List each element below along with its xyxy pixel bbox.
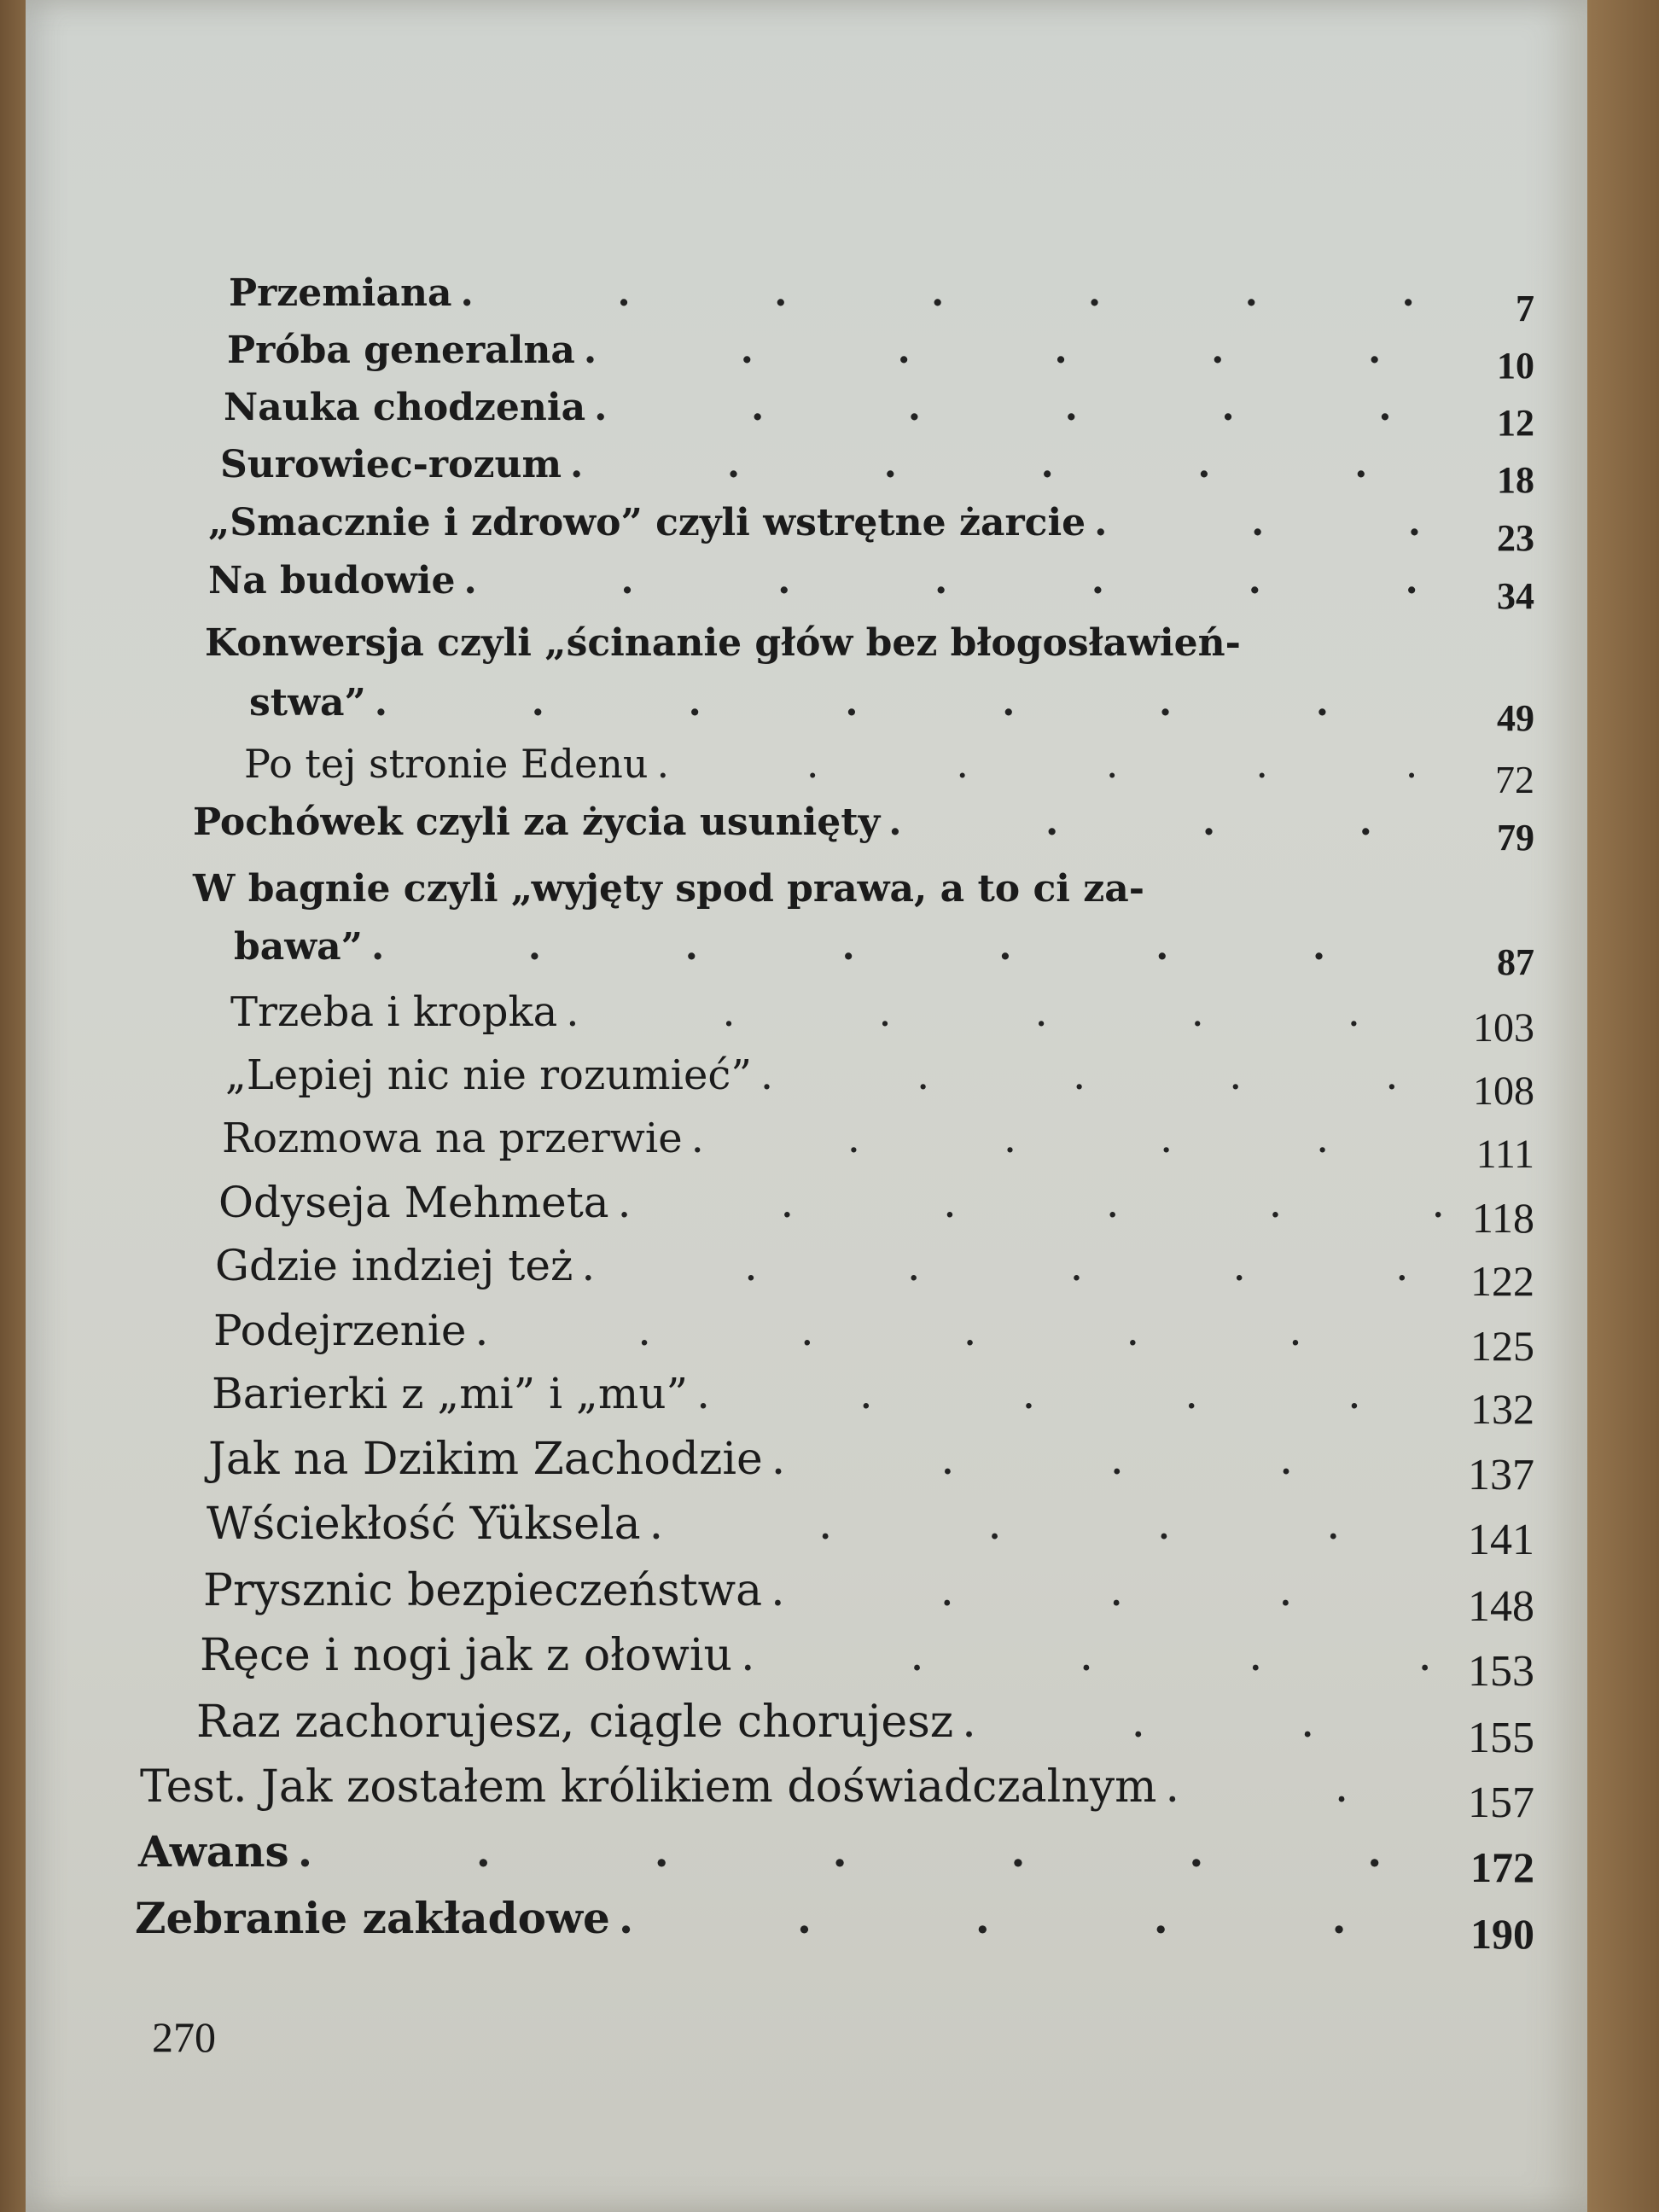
toc-entry-page: 132 — [1470, 1385, 1534, 1433]
dot-leader — [691, 1115, 1449, 1162]
toc-entry-title: Awans — [138, 1826, 289, 1877]
toc-entry-page: 79 — [1497, 817, 1534, 859]
dot-leader — [696, 1369, 1449, 1418]
toc-entry-title: „Smacznie i zdrowo” czyli wstrętne żarcie — [208, 501, 1086, 544]
toc-entry-title: Rozmowa na przerwie — [222, 1115, 683, 1162]
toc-entry-title: Przemiana — [229, 271, 452, 315]
toc-entry-title: Prysznic bezpieczeństwa — [203, 1565, 763, 1616]
page-number: 270 — [152, 2013, 216, 2061]
toc-entry-title: Podejrzenie — [213, 1306, 467, 1355]
dot-leader — [771, 1434, 1449, 1485]
dot-leader — [461, 271, 1449, 315]
toc-entry — [196, 1697, 1534, 1762]
toc-entry-page: 23 — [1497, 517, 1534, 559]
toc-entry-page: 111 — [1476, 1132, 1534, 1177]
dot-leader — [371, 925, 1449, 969]
toc-entry-page: 72 — [1495, 758, 1534, 801]
toc-entry-title: Trzeba i kropka — [230, 988, 558, 1036]
toc-entry-title: Po tej stronie Edenu — [244, 741, 649, 787]
toc-entry-title: Pochówek czyli za życia usunięty — [193, 800, 881, 844]
toc-entry-title: Test. Jak zostałem królikiem doświadczalnym — [140, 1761, 1157, 1813]
dot-leader — [566, 988, 1449, 1036]
dot-leader — [298, 1826, 1449, 1877]
toc-entry — [208, 559, 1534, 617]
toc-entry — [230, 988, 1534, 1051]
toc-entry-page: 10 — [1497, 345, 1534, 387]
toc-entry — [208, 501, 1534, 559]
dot-leader — [594, 386, 1449, 429]
dot-leader — [1094, 501, 1449, 544]
toc-entry — [208, 1434, 1534, 1499]
dot-leader — [375, 681, 1449, 725]
toc-entry-page: 190 — [1470, 1910, 1534, 1958]
toc-entry-page: 153 — [1468, 1647, 1534, 1696]
dot-leader — [741, 1630, 1449, 1681]
toc-entry-title: Ręce i nogi jak z ołowiu — [200, 1630, 732, 1681]
dot-leader — [1165, 1761, 1449, 1813]
toc-entry — [215, 1241, 1534, 1305]
toc-entry-title: W bagnie czyli „wyjęty spod prawa, a to ci za- — [193, 867, 1145, 911]
toc-entry-title: Nauka chodzenia — [224, 386, 586, 429]
toc-entry — [227, 329, 1534, 387]
toc-entry-page: 118 — [1471, 1194, 1534, 1242]
toc-entry-title: Na budowie — [208, 559, 456, 602]
dot-leader — [771, 1565, 1449, 1616]
toc-entry — [135, 1893, 1534, 1958]
toc-entry — [249, 681, 1534, 739]
toc-entry — [138, 1826, 1534, 1891]
toc-entry-page: 18 — [1497, 459, 1534, 501]
toc-entry-title: Wściekłość Yüksela — [207, 1499, 641, 1550]
toc-entry-page: 148 — [1468, 1582, 1534, 1631]
dot-leader — [584, 329, 1449, 372]
toc-entry — [220, 443, 1534, 501]
book-page — [26, 0, 1587, 2212]
dot-leader — [570, 443, 1449, 486]
toc-entry-page: 103 — [1473, 1005, 1534, 1051]
dot-leader — [581, 1241, 1449, 1290]
toc-entry — [225, 1051, 1534, 1114]
toc-entry-page: 49 — [1497, 697, 1534, 739]
toc-entry-title: Próba generalna — [227, 329, 575, 372]
dot-leader — [888, 800, 1449, 844]
toc-entry — [224, 386, 1534, 444]
toc-entry-page: 7 — [1516, 288, 1534, 329]
toc-entry-title: Barierki z „mi” i „mu” — [212, 1369, 689, 1418]
toc-entry-page: 141 — [1468, 1516, 1534, 1564]
dot-leader — [618, 1178, 1449, 1227]
toc-entry — [229, 271, 1534, 329]
toc-entry-page: 125 — [1470, 1322, 1534, 1370]
toc-entry — [207, 1499, 1534, 1564]
toc-entry-title: Jak na Dzikim Zachodzie — [208, 1434, 763, 1485]
toc-entry — [200, 1630, 1534, 1696]
toc-entry-title: Konwersja czyli „ścinanie głów bez błogosławień- — [205, 621, 1241, 665]
toc-entry-page: 12 — [1497, 402, 1534, 444]
toc-entry-page: 137 — [1468, 1451, 1534, 1499]
dot-leader — [464, 559, 1449, 602]
toc-entry-page: 155 — [1468, 1714, 1534, 1762]
dot-leader — [656, 741, 1449, 787]
toc-entry — [212, 1369, 1534, 1433]
toc-entry-page: 34 — [1497, 575, 1534, 617]
toc-entry-page: 87 — [1497, 941, 1534, 983]
toc-entry-title: „Lepiej nic nie rozumieć” — [225, 1051, 752, 1099]
toc-entry-page: 172 — [1470, 1843, 1534, 1891]
dot-leader — [649, 1499, 1449, 1550]
toc-entry — [234, 925, 1534, 983]
toc-entry-title: Gdzie indziej też — [215, 1241, 573, 1290]
toc-entry — [218, 1178, 1534, 1242]
table-of-contents — [26, 0, 1587, 2212]
toc-entry — [222, 1115, 1534, 1177]
toc-entry-title: Raz zachorujesz, ciągle chorujesz — [196, 1697, 954, 1748]
dot-leader — [619, 1893, 1449, 1943]
toc-entry — [213, 1306, 1534, 1370]
toc-entry-title: Zebranie zakładowe — [135, 1893, 610, 1943]
toc-entry-page: 157 — [1468, 1778, 1534, 1827]
toc-entry — [140, 1761, 1534, 1827]
dot-leader — [474, 1306, 1449, 1355]
toc-entry-page: 122 — [1470, 1257, 1534, 1305]
toc-entry-page: 108 — [1473, 1068, 1534, 1114]
toc-entry-continuation: bawa” — [234, 925, 363, 969]
dot-leader — [962, 1697, 1449, 1748]
toc-entry-title: Surowiec-rozum — [220, 443, 562, 486]
toc-entry-title: Odyseja Mehmeta — [218, 1178, 609, 1227]
toc-entry — [244, 741, 1534, 801]
toc-entry — [193, 800, 1534, 859]
toc-entry-continuation: stwa” — [249, 681, 366, 725]
toc-entry — [203, 1565, 1534, 1631]
dot-leader — [760, 1051, 1449, 1099]
